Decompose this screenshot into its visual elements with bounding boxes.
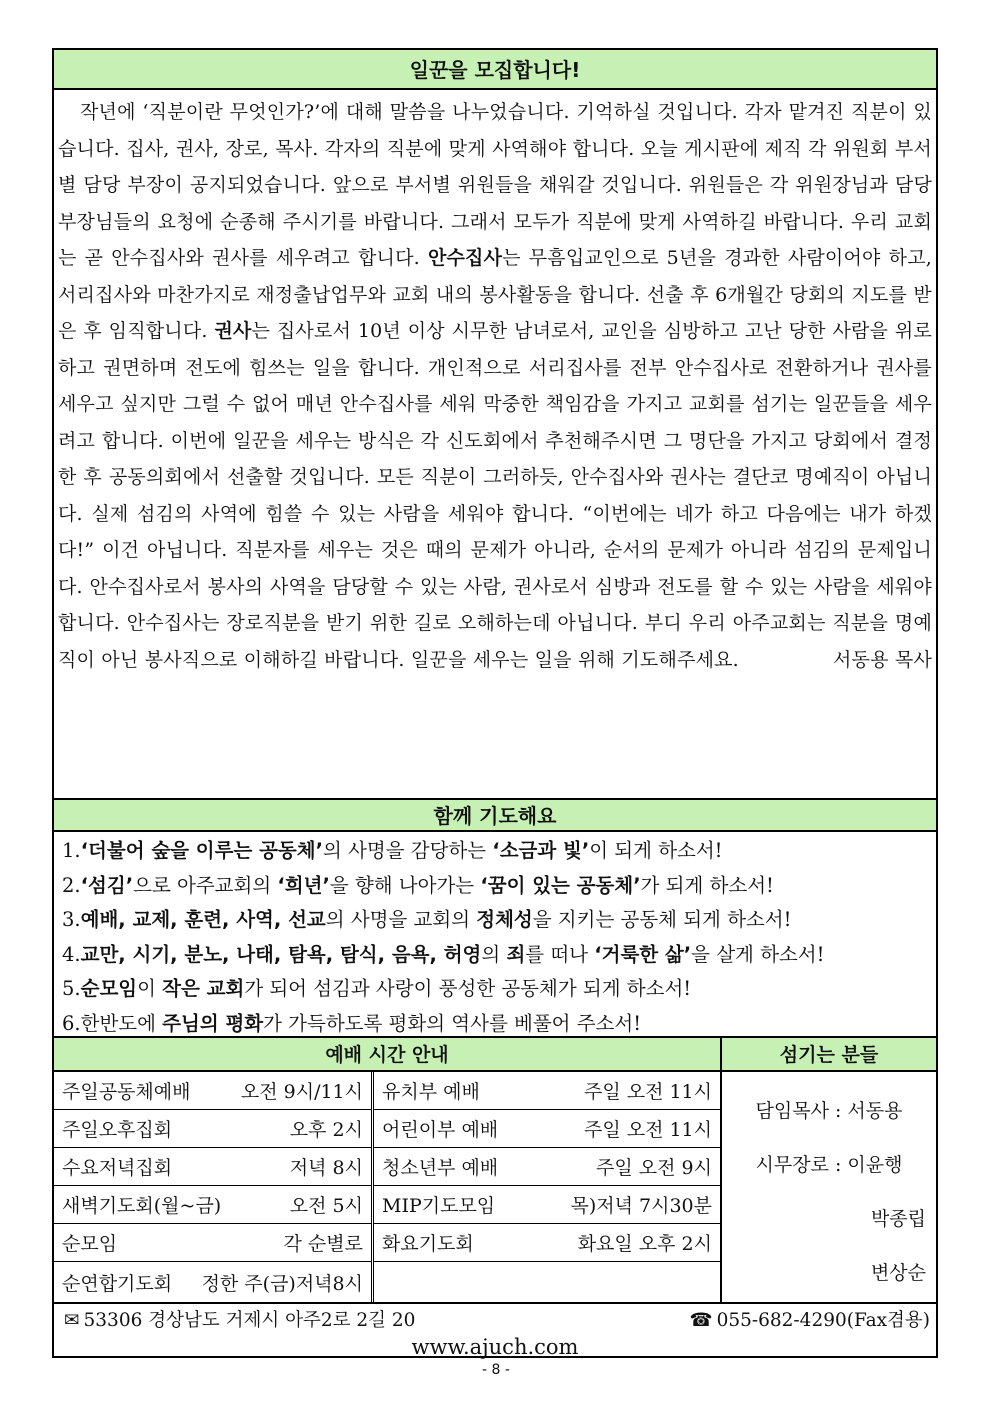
worship-schedule	[54, 1038, 722, 1302]
recruit-text-part2: 는 무흠입교인으로 5년을 경과한 사람이어야 하고, 서리집사와 마찬가지로 재정출납업무와 교회 내의 봉사활동을 합니다. 선출 후 6개월간 당회의 지도를 받은 후 임직합니다.	[58, 247, 932, 342]
schedule-row	[374, 1262, 720, 1302]
prayer-emphasis: 작은 교회	[162, 977, 245, 1000]
service-time: 오전 5시	[289, 1195, 363, 1217]
prayer-title: 함께 기도해요	[54, 800, 936, 832]
prayer-list	[54, 832, 936, 1038]
service-time: 오후 2시	[289, 1119, 363, 1141]
recruit-text-part1: 작년에 ‘직분이란 무엇인가?’에 대해 말씀을 나누었습니다. 기억하실 것입니다. 각자 맡겨진 직분이 있습니다. 집사, 권사, 장로, 목사. 각자의 직분에 맞게 사역해야 합니다. 오늘 게시판에 제직 각 위원회 부서별 담당 부장이 공지되었습니다. 앞으로 부서별 위원들을 채워갈 것입니다. 위원들은 각 위원장님과 담당 부장님들의 요청에 순종해 주시기를 바랍니다. 그래서 모두가 직분에 맞게 사역하길 바랍니다. 우리 교회는 곧 안수집사와 권사를 세우려고 합니다.	[58, 101, 932, 269]
schedule-row	[374, 1110, 720, 1148]
pastor-signature: 서동용 목사	[832, 648, 932, 671]
service-time: 정한 주(금)저녁8시	[201, 1272, 363, 1295]
staff-elder-3: 변상순	[870, 1262, 926, 1284]
service-time: 주일 오전 9시	[596, 1157, 712, 1179]
service-time: 저녁 8시	[289, 1157, 363, 1179]
schedule-row	[374, 1224, 720, 1262]
schedule-row	[54, 1072, 371, 1110]
term-kwonsa: 권사	[214, 320, 252, 342]
prayer-text: 3.	[62, 908, 81, 931]
recruit-article	[54, 90, 936, 800]
service-name: 새벽기도회(월~금)	[62, 1195, 222, 1217]
prayer-emphasis: ‘희년’	[277, 873, 330, 897]
prayer-item	[62, 972, 936, 1007]
address-text: 53306 경상남도 거제시 아주2로 2길 20	[83, 1310, 416, 1331]
schedule-title: 예배 시간 안내	[54, 1038, 720, 1072]
service-name: 순연합기도회	[62, 1272, 173, 1295]
address	[64, 1306, 415, 1332]
prayer-text: 가 되게 하소서!	[640, 873, 774, 897]
phone	[690, 1306, 930, 1332]
prayer-emphasis: ‘소금과 빛’	[492, 839, 590, 862]
service-name: 유치부 예배	[382, 1081, 480, 1103]
prayer-text: 의	[481, 942, 507, 966]
prayer-item	[62, 869, 936, 904]
staff-elder-2: 박종립	[870, 1208, 926, 1230]
prayer-text: 를 떠나	[525, 942, 595, 966]
service-time: 각 순별로	[283, 1233, 363, 1255]
service-time: 화요일 오후 2시	[577, 1233, 712, 1255]
schedule-row	[54, 1224, 371, 1262]
schedule-row	[374, 1148, 720, 1186]
prayer-emphasis: 죄	[506, 942, 526, 966]
prayer-emphasis: ‘거룩한 삶’	[594, 942, 692, 966]
website-link[interactable]: www.ajuch.com	[411, 1335, 579, 1359]
prayer-text: 2.	[62, 873, 81, 897]
prayer-text: 의 사명을 감당하는	[323, 839, 493, 862]
prayer-item	[62, 903, 936, 938]
prayer-item	[62, 1007, 936, 1042]
prayer-text: 의 사명을 교회의	[325, 908, 477, 931]
staff-senior-pastor: 담임목사 : 서동용	[755, 1100, 903, 1122]
service-name: 화요기도회	[382, 1233, 474, 1255]
prayer-text: 이 되게 하소서!	[589, 839, 723, 862]
prayer-text: 을 지키는 공동체 되게 하소서!	[532, 908, 792, 931]
prayer-text: 6.한반도에	[62, 1011, 163, 1035]
staff-panel	[722, 1038, 936, 1302]
recruit-title: 일꾼을 모집합니다!	[54, 50, 936, 90]
bulletin-page-frame	[52, 48, 938, 1358]
service-name: 주일오후집회	[62, 1119, 173, 1141]
service-name: MIP기도모임	[382, 1195, 496, 1217]
prayer-text: 을 향해 나아가는	[329, 873, 481, 897]
prayer-text: 4.	[62, 942, 81, 966]
service-name: 어린이부 예배	[382, 1119, 499, 1141]
schedule-grid	[54, 1072, 720, 1302]
service-time: 주일 오전 11시	[583, 1081, 712, 1103]
page-number: - 8 -	[482, 1362, 510, 1378]
prayer-emphasis: 예배, 교제, 훈련, 사역, 선교	[80, 908, 326, 931]
prayer-text: 1.	[62, 839, 81, 862]
prayer-emphasis: 정체성	[476, 908, 533, 931]
info-section	[54, 1038, 936, 1304]
prayer-emphasis: 교만, 시기, 분노, 나태, 탐욕, 탐식, 음욕, 허영	[80, 942, 482, 966]
prayer-text: 가 가득하도록 평화의 역사를 베풀어 주소서!	[263, 1011, 642, 1035]
recruit-text-part3: 는 집사로서 10년 이상 시무한 남녀로서, 교인을 심방하고 고난 당한 사람을 위로하고 권면하며 전도에 힘쓰는 일을 합니다. 개인적으로 서리집사를 전부 안수집사로 전환하거나 권사를 세우고 싶지만 그럴 수 없어 매년 안수집사를 세워 막중한 책임감을 가지고 교회를 섬기는 일꾼들을 세우려고 합니다. 이번에 일꾼을 세우는 방식은 각 신도회에서 추천해주시면 그 명단을 가지고 당회에서 결정한 후 공동의회에서 선출할 것입니다. 모든 직분이 그러하듯, 안수집사와 권사는 결단코 명예직이 아닙니다. 실제 섬김의 사역에 힘쓸 수 있는 사람을 세워야 합니다. “이번에는 네가 하고 다음에는 내가 하겠다!” 이건 아닙니다. 직분자를 세우는 것은 때의 문제가 아니라, 순서의 문제가 아니라 섬김의 문제입니다. 안수집사로서 봉사의 사역을 담당할 수 있는 사람, 권사로서 심방과 전도를 할 수 있는 사람을 세워야 합니다. 안수집사는 장로직분을 받기 위한 길로 오해하는데 아닙니다. 부디 우리 아주교회는 직분을 명예직이 아닌 봉사직으로 이해하길 바랍니다. 일꾼을 세우는 일을 위해 기도해주세요.	[58, 320, 932, 671]
phone-text: 055-682-4290(Fax겸용)	[716, 1310, 930, 1331]
schedule-row	[54, 1148, 371, 1186]
service-time: 목)저녁 7시30분	[570, 1195, 712, 1217]
term-deacon: 안수집사	[427, 247, 503, 269]
prayer-emphasis: 주님의 평화	[162, 1011, 264, 1035]
prayer-text: 가 되어 섬김과 사랑이 풍성한 공동체가 되게 하소서!	[244, 977, 692, 1000]
service-name: 청소년부 예배	[382, 1157, 499, 1179]
service-time: 주일 오전 11시	[583, 1119, 712, 1141]
telephone-icon: ☎	[689, 1310, 713, 1331]
service-name: 순모임	[62, 1233, 118, 1255]
prayer-emphasis: 순모임	[80, 977, 138, 1000]
prayer-text: 5.	[62, 977, 81, 1000]
staff-title: 섬기는 분들	[722, 1038, 936, 1072]
staff-elder: 시무장로 : 이윤행	[755, 1154, 903, 1176]
prayer-emphasis: ‘꿈이 있는 공동체’	[480, 873, 641, 897]
schedule-row	[54, 1110, 371, 1148]
service-time: 오전 9시/11시	[240, 1081, 363, 1103]
prayer-item	[62, 938, 936, 973]
schedule-row	[54, 1262, 371, 1302]
service-name: 수요저녁집회	[62, 1157, 173, 1179]
schedule-row	[374, 1072, 720, 1110]
prayer-item	[62, 834, 936, 869]
schedule-column-right	[374, 1072, 720, 1302]
mail-icon: ✉	[64, 1310, 80, 1331]
prayer-text: 으로 아주교회의	[133, 873, 278, 897]
schedule-row	[54, 1186, 371, 1224]
prayer-text: 을 살게 하소서!	[691, 942, 825, 966]
prayer-emphasis: ‘더불어 숲을 이루는 공동체’	[80, 839, 323, 862]
prayer-emphasis: ‘섬김’	[80, 873, 134, 897]
staff-list	[722, 1072, 936, 1302]
service-name: 주일공동체예배	[62, 1081, 191, 1103]
contact-row	[54, 1304, 936, 1334]
prayer-text: 이	[137, 977, 163, 1000]
schedule-row	[374, 1186, 720, 1224]
schedule-column-left	[54, 1072, 374, 1302]
